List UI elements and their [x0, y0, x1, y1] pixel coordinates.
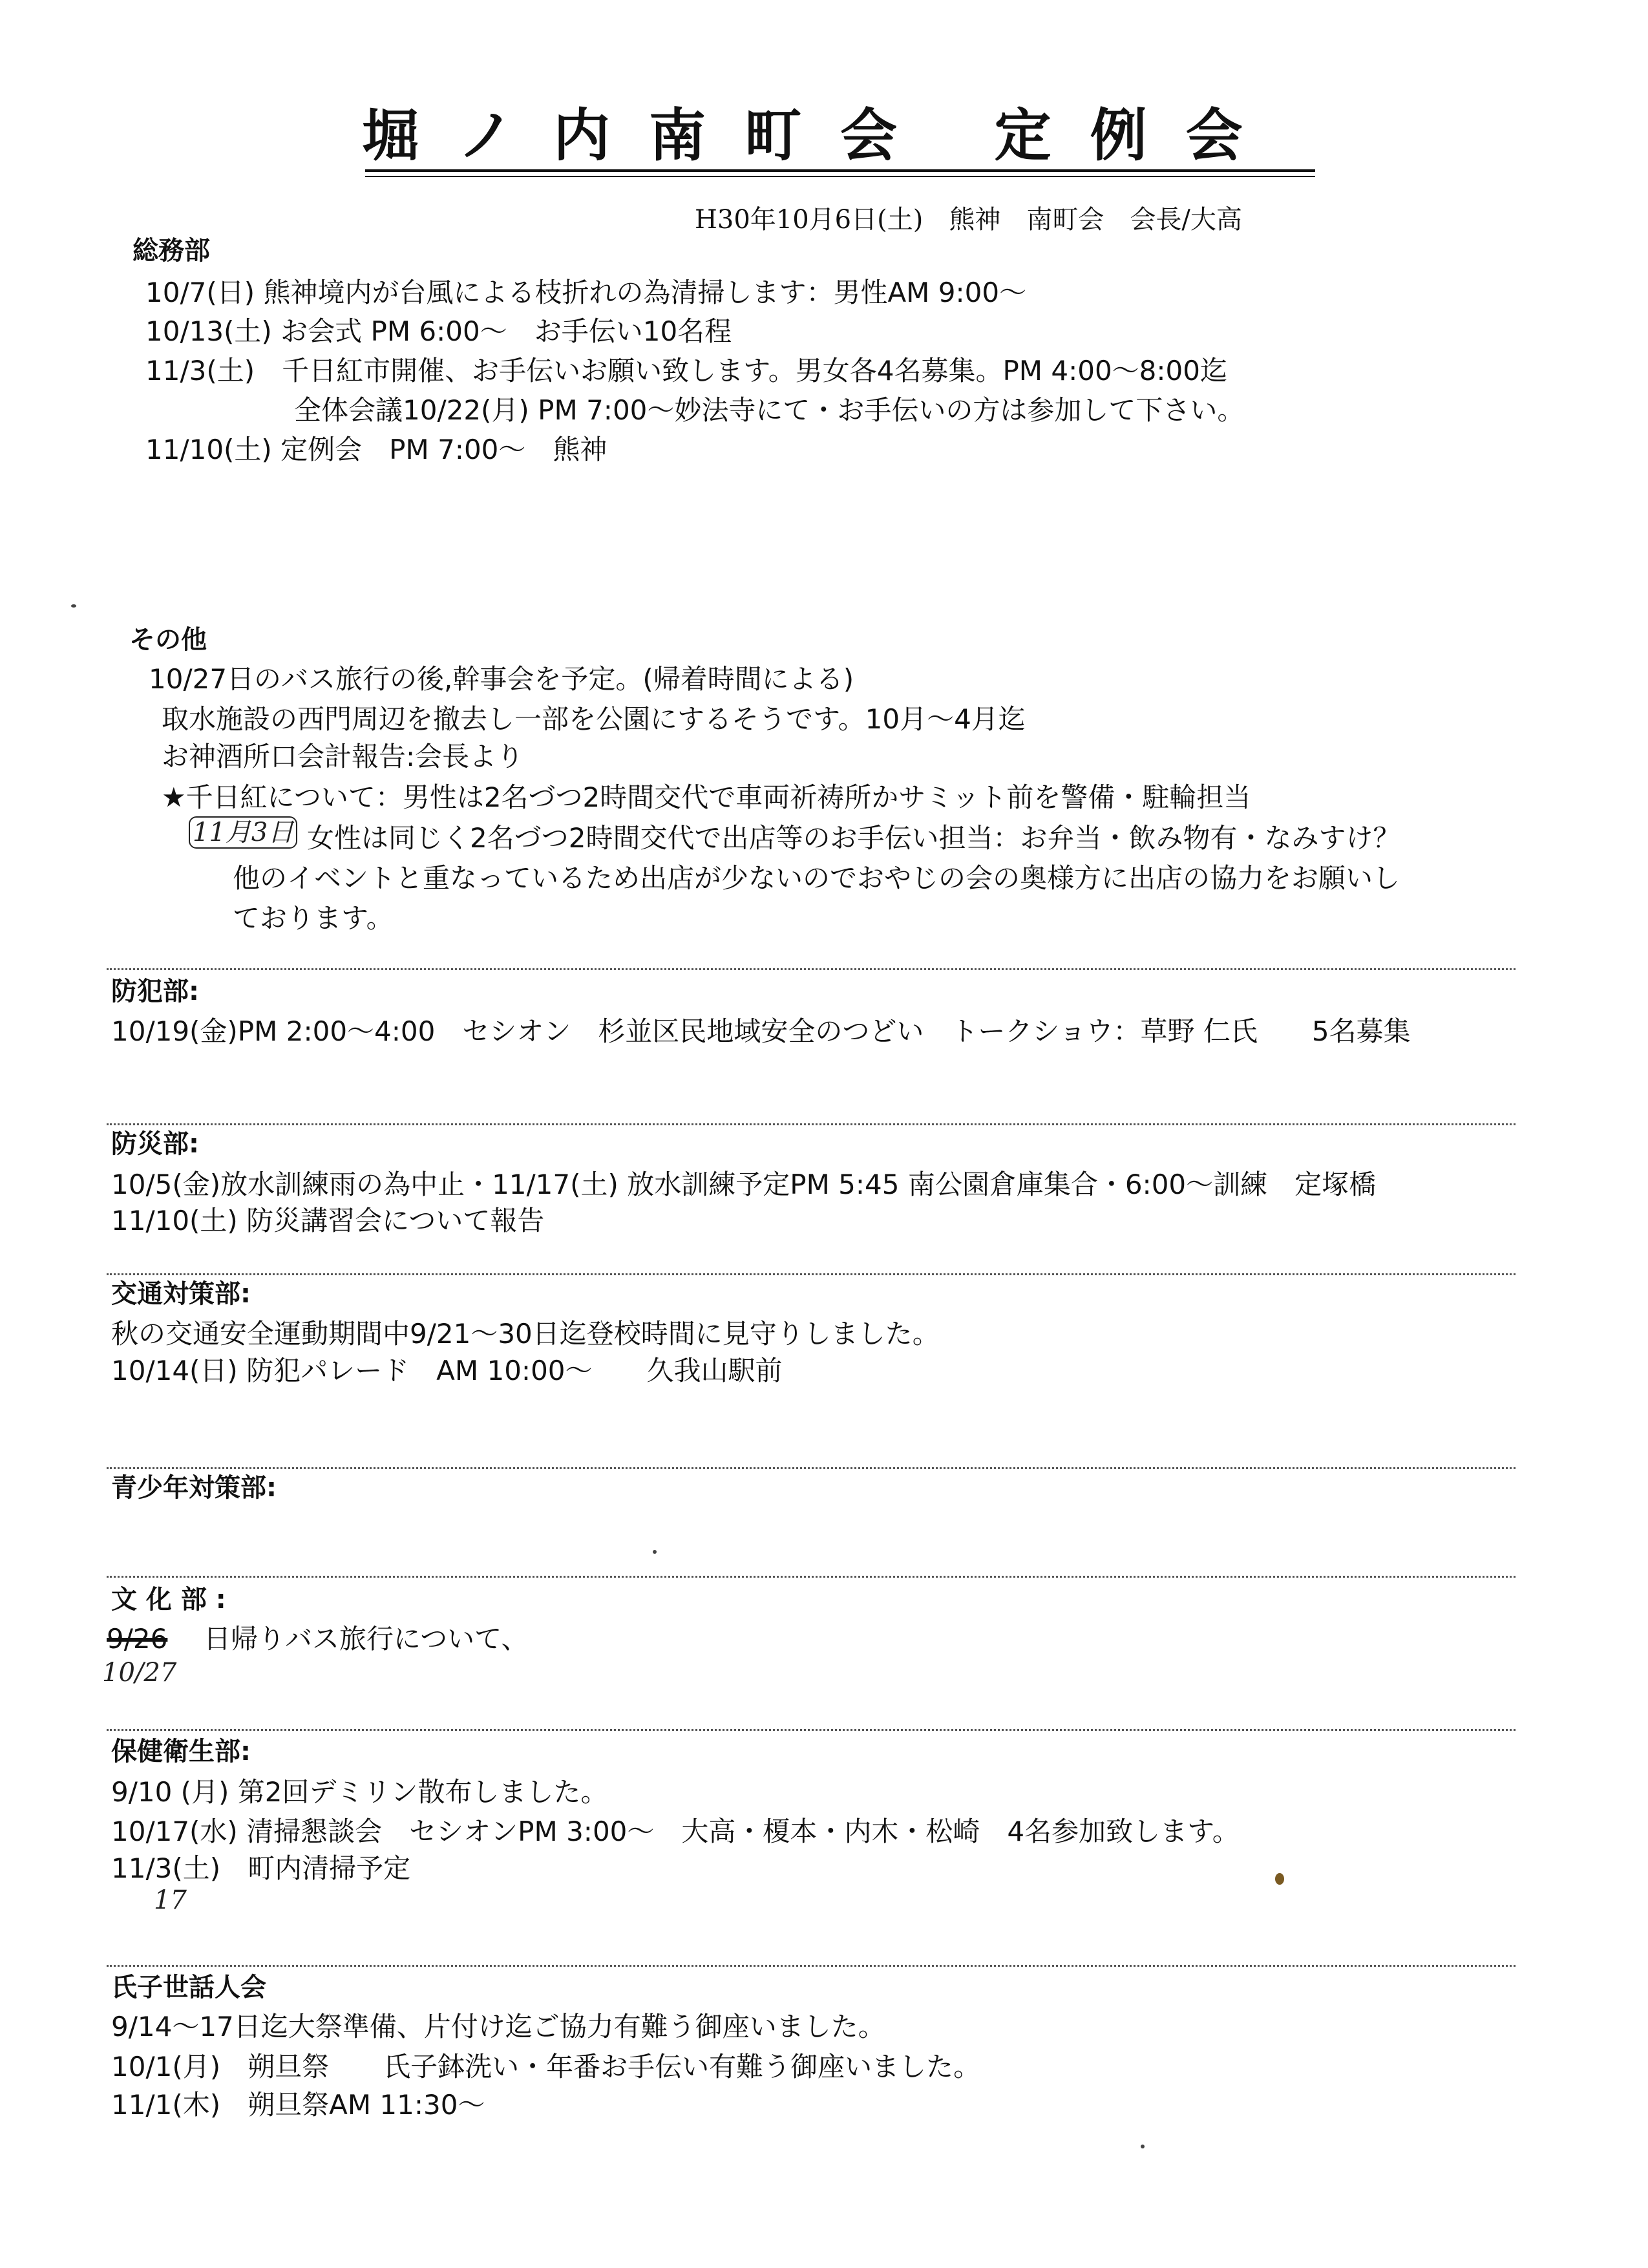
scan-speck	[653, 1550, 657, 1554]
section-heading-kotsu: 交通対策部:	[111, 1279, 251, 1309]
section-divider	[107, 1467, 1516, 1469]
title-underline-thin	[365, 176, 1315, 177]
bunka-struck-date: 9/26	[107, 1623, 168, 1655]
sonota-line-6: 他のイベントと重なっているため出店が少ないのでおやじの会の奥様方に出店の協力をお願いし	[233, 862, 1400, 894]
sonota-line-4: ★千日紅について：男性は2名づつ2時間交代で車両祈祷所かサミット前を警備・駐輪担当	[162, 781, 1251, 813]
scan-speck	[1141, 2145, 1145, 2148]
hoken-line-3: 11/3(土) 町内清掃予定	[111, 1852, 411, 1884]
ujiko-line-2: 10/1(月) 朔旦祭 氏子鉢洗い・年番お手伝い有難う御座いました。	[111, 2051, 981, 2083]
page-title: 堀ノ内南町会 定例会	[362, 101, 1282, 169]
section-divider	[107, 1273, 1516, 1275]
kotsu-line-1: 秋の交通安全運動期間中9/21～30日迄登校時間に見守りしました。	[111, 1318, 940, 1350]
somu-line-5: 11/10(土) 定例会 PM 7:00～ 熊神	[145, 434, 607, 465]
sonota-line-5: 女性は同じく2名づつ2時間交代で出店等のお手伝い担当：お弁当・飲み物有・なみすけ？	[307, 822, 1400, 854]
somu-line-2: 10/13(土) お会式 PM 6:00～ お手伝い10名程	[145, 315, 732, 347]
section-heading-bohan: 防犯部:	[111, 977, 199, 1006]
handwritten-note-nov3: 11月3日	[189, 820, 297, 845]
kotsu-line-2: 10/14(日) 防犯パレード AM 10:00～ 久我山駅前	[111, 1355, 783, 1386]
section-divider	[107, 1965, 1516, 1967]
section-heading-ujiko: 氏子世話人会	[111, 1973, 266, 2002]
somu-line-4: 全体会議10/22(月) PM 7:00～妙法寺にて・お手伝いの方は参加して下さい。	[294, 394, 1245, 426]
bunka-line-1: 日帰りバス旅行について、	[204, 1623, 529, 1655]
sonota-line-1: 10/27日のバス旅行の後,幹事会を予定。(帰着時間による)	[149, 663, 854, 695]
ujiko-line-3: 11/1(木) 朔旦祭AM 11:30～	[111, 2089, 485, 2121]
meeting-dateline: H30年10月6日(土) 熊神 南町会 会長/大高	[695, 205, 1242, 235]
section-divider	[107, 1729, 1516, 1731]
handwritten-note-17: 17	[154, 1885, 187, 1915]
ujiko-line-1: 9/14～17日迄大祭準備、片付け迄ご協力有難う御座いました。	[111, 2011, 885, 2042]
hoken-line-2: 10/17(水) 清掃懇談会 セシオンPM 3:00～ 大高・榎本・内木・松崎 4名参加致します。	[111, 1816, 1240, 1847]
somu-line-3: 11/3(土) 千日紅市開催、お手伝いお願い致します。男女各4名募集。PM 4:00～8:00迄	[145, 355, 1227, 387]
title-underline	[365, 169, 1315, 172]
section-divider	[107, 1123, 1516, 1125]
section-divider	[107, 968, 1516, 970]
bosai-line-2: 11/10(土) 防災講習会について報告	[111, 1205, 545, 1236]
section-heading-bunka: 文 化 部 :	[111, 1585, 226, 1615]
scan-speck	[71, 604, 76, 608]
stain-mark	[1275, 1873, 1284, 1885]
somu-line-1: 10/7(日) 熊神境内が台風による枝折れの為清掃します：男性AM 9:00～	[145, 277, 1027, 308]
section-heading-sonota: その他	[129, 625, 207, 655]
bosai-line-1: 10/5(金)放水訓練雨の為中止・11/17(土) 放水訓練予定PM 5:45 南公園倉庫集合・6:00～訓練 定塚橋	[111, 1169, 1377, 1200]
section-heading-seishonen: 青少年対策部:	[111, 1473, 277, 1503]
sonota-line-3: お神酒所口会計報告:会長より	[162, 741, 524, 772]
sonota-line-2: 取水施設の西門周辺を撤去し一部を公園にするそうです。10月～4月迄	[162, 703, 1026, 735]
bohan-line-1: 10/19(金)PM 2:00～4:00 セシオン 杉並区民地域安全のつどい トークショウ：草野 仁氏 5名募集	[111, 1015, 1411, 1047]
section-heading-hoken: 保健衛生部:	[111, 1737, 251, 1766]
sonota-line-7: ております。	[233, 902, 394, 934]
section-heading-somu: 総務部	[132, 236, 210, 266]
handwritten-note-oct27: 10/27	[102, 1658, 177, 1688]
section-divider	[107, 1576, 1516, 1578]
hoken-line-1: 9/10 (月) 第2回デミリン散布しました。	[111, 1776, 608, 1808]
section-heading-bosai: 防災部:	[111, 1129, 199, 1159]
